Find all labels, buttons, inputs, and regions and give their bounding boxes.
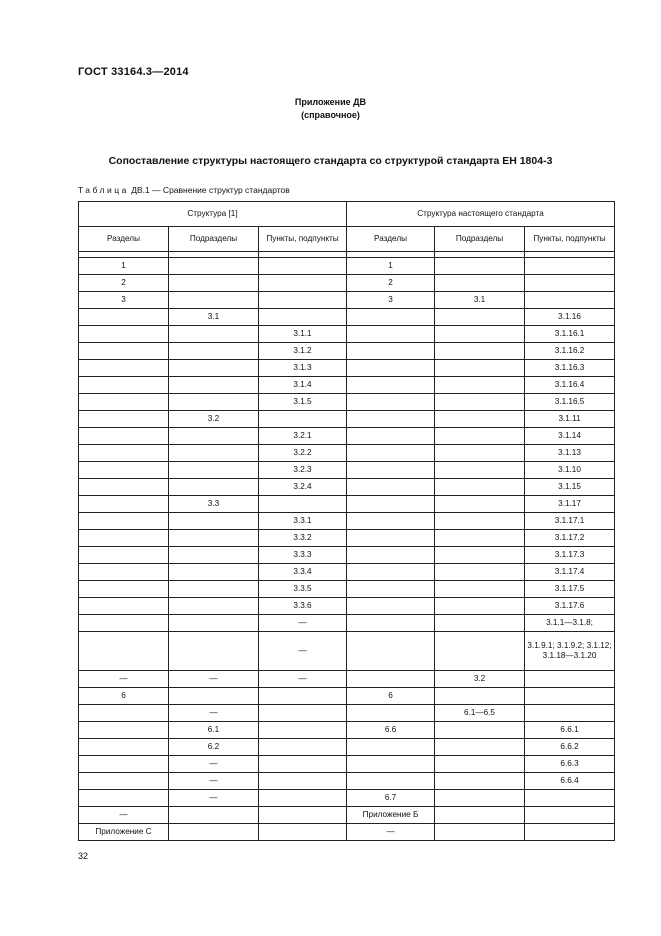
table-cell bbox=[79, 326, 169, 343]
column-header: Подразделы bbox=[435, 227, 525, 252]
comparison-table bbox=[78, 201, 615, 841]
table-cell: 6.2 bbox=[169, 739, 259, 756]
table-cell: 6.1 bbox=[169, 722, 259, 739]
table-row bbox=[79, 394, 615, 411]
table-cell: 3.1.16.4 bbox=[525, 377, 615, 394]
table-cell bbox=[169, 394, 259, 411]
table-row bbox=[79, 496, 615, 513]
table-cell bbox=[259, 790, 347, 807]
table-cell bbox=[435, 756, 525, 773]
table-cell bbox=[435, 739, 525, 756]
column-header-row bbox=[79, 227, 615, 252]
table-cell bbox=[169, 326, 259, 343]
table-cell: 3.1.15 bbox=[525, 479, 615, 496]
table-cell bbox=[435, 530, 525, 547]
table-cell bbox=[79, 343, 169, 360]
table-cell bbox=[79, 790, 169, 807]
table-cell bbox=[79, 428, 169, 445]
table-cell bbox=[525, 275, 615, 292]
table-cell bbox=[435, 807, 525, 824]
table-cell: — bbox=[169, 773, 259, 790]
table-cell bbox=[435, 360, 525, 377]
table-cell bbox=[79, 496, 169, 513]
table-row bbox=[79, 756, 615, 773]
table-cell: 3.2.2 bbox=[259, 445, 347, 462]
table-row bbox=[79, 598, 615, 615]
table-cell bbox=[435, 581, 525, 598]
table-row bbox=[79, 671, 615, 688]
table-cell bbox=[347, 547, 435, 564]
table-cell: — bbox=[259, 632, 347, 671]
table-cell bbox=[347, 377, 435, 394]
table-cell bbox=[347, 598, 435, 615]
table-cell bbox=[435, 547, 525, 564]
table-cell: 3 bbox=[79, 292, 169, 309]
table-row bbox=[79, 479, 615, 496]
table-row bbox=[79, 258, 615, 275]
table-cell: 3.1.13 bbox=[525, 445, 615, 462]
table-cell bbox=[259, 773, 347, 790]
table-cell bbox=[169, 581, 259, 598]
table-cell bbox=[525, 258, 615, 275]
table-row bbox=[79, 739, 615, 756]
table-cell: — bbox=[79, 807, 169, 824]
table-cell bbox=[169, 462, 259, 479]
table-cell bbox=[435, 377, 525, 394]
table-cell bbox=[347, 756, 435, 773]
table-cell bbox=[79, 547, 169, 564]
appendix-subtitle: (справочное) bbox=[301, 110, 360, 120]
table-cell bbox=[347, 615, 435, 632]
table-cell: 3.1.16 bbox=[525, 309, 615, 326]
table-cell bbox=[169, 547, 259, 564]
table-cell bbox=[525, 671, 615, 688]
table-cell bbox=[169, 479, 259, 496]
table-cell: 3.1.17.6 bbox=[525, 598, 615, 615]
table-cell: 6.1—6.5 bbox=[435, 705, 525, 722]
table-cell: 6 bbox=[79, 688, 169, 705]
table-cell: 1 bbox=[347, 258, 435, 275]
table-cell bbox=[435, 309, 525, 326]
table-cell bbox=[347, 530, 435, 547]
table-cell bbox=[169, 807, 259, 824]
table-cell: — bbox=[169, 756, 259, 773]
table-cell: 3.1.16.2 bbox=[525, 343, 615, 360]
table-cell: Приложение Б bbox=[347, 807, 435, 824]
table-cell bbox=[435, 513, 525, 530]
table-cell bbox=[79, 598, 169, 615]
table-cell bbox=[435, 326, 525, 343]
table-cell bbox=[79, 756, 169, 773]
table-row bbox=[79, 564, 615, 581]
table-cell: 3.1.11 bbox=[525, 411, 615, 428]
column-header: Подразделы bbox=[169, 227, 259, 252]
table-cell bbox=[169, 377, 259, 394]
table-cell: — bbox=[347, 824, 435, 841]
table-cell bbox=[435, 773, 525, 790]
table-cell bbox=[347, 496, 435, 513]
table-cell bbox=[435, 394, 525, 411]
table-cell bbox=[435, 564, 525, 581]
table-cell bbox=[169, 530, 259, 547]
table-cell: 3.1.1 bbox=[259, 326, 347, 343]
table-row bbox=[79, 773, 615, 790]
table-cell bbox=[435, 722, 525, 739]
table-row bbox=[79, 688, 615, 705]
table-cell: 3.3.1 bbox=[259, 513, 347, 530]
table-row bbox=[79, 411, 615, 428]
table-cell bbox=[169, 258, 259, 275]
table-cell: 3.3 bbox=[169, 496, 259, 513]
table-cell bbox=[347, 671, 435, 688]
table-cell bbox=[435, 258, 525, 275]
table-cell bbox=[169, 824, 259, 841]
table-cell bbox=[259, 496, 347, 513]
table-cell: — bbox=[79, 671, 169, 688]
table-cell: 3.2.3 bbox=[259, 462, 347, 479]
table-cell bbox=[169, 615, 259, 632]
group-header-row bbox=[79, 202, 615, 227]
table-cell: 3.1.16.5 bbox=[525, 394, 615, 411]
table-cell bbox=[435, 275, 525, 292]
table-cell: Приложение С bbox=[79, 824, 169, 841]
table-cell bbox=[347, 564, 435, 581]
table-caption bbox=[78, 185, 290, 195]
table-row bbox=[79, 632, 615, 671]
table-cell bbox=[525, 807, 615, 824]
table-cell bbox=[435, 462, 525, 479]
table-cell: — bbox=[259, 671, 347, 688]
table-cell bbox=[259, 722, 347, 739]
table-cell: 3.1.17.4 bbox=[525, 564, 615, 581]
table-cell: 3.2 bbox=[169, 411, 259, 428]
table-row bbox=[79, 807, 615, 824]
table-cell bbox=[435, 598, 525, 615]
table-cell bbox=[79, 722, 169, 739]
table-cell bbox=[435, 615, 525, 632]
table-cell bbox=[169, 445, 259, 462]
table-cell: 3.1.16.3 bbox=[525, 360, 615, 377]
table-cell: 3.1.17.3 bbox=[525, 547, 615, 564]
table-row bbox=[79, 275, 615, 292]
table-cell: 2 bbox=[79, 275, 169, 292]
table-cell: 3.1.4 bbox=[259, 377, 347, 394]
group-header-current: Структура настоящего стандарта bbox=[347, 202, 615, 227]
table-cell: 3.3.3 bbox=[259, 547, 347, 564]
table-cell bbox=[259, 275, 347, 292]
table-cell bbox=[79, 564, 169, 581]
table-cell bbox=[259, 309, 347, 326]
table-cell bbox=[259, 258, 347, 275]
table-cell: 3.2.1 bbox=[259, 428, 347, 445]
table-cell: 3.1.10 bbox=[525, 462, 615, 479]
table-cell: 3 bbox=[347, 292, 435, 309]
table-cell bbox=[79, 632, 169, 671]
table-cell bbox=[79, 513, 169, 530]
table-cell: 1 bbox=[79, 258, 169, 275]
table-cell bbox=[79, 581, 169, 598]
column-header: Пункты, подпункты bbox=[259, 227, 347, 252]
table-cell bbox=[435, 632, 525, 671]
table-row bbox=[79, 292, 615, 309]
table-cell bbox=[79, 530, 169, 547]
table-cell bbox=[347, 411, 435, 428]
document-code: ГОСТ 33164.3—2014 bbox=[78, 66, 189, 78]
appendix-title: Приложение ДВ bbox=[294, 97, 367, 107]
table-row bbox=[79, 615, 615, 632]
table-cell bbox=[259, 411, 347, 428]
table-cell bbox=[525, 292, 615, 309]
table-cell bbox=[79, 309, 169, 326]
table-cell bbox=[79, 773, 169, 790]
table-cell: 3.1 bbox=[435, 292, 525, 309]
table-row bbox=[79, 377, 615, 394]
table-cell: 3.3.4 bbox=[259, 564, 347, 581]
column-header: Пункты, подпункты bbox=[525, 227, 615, 252]
table-cell bbox=[79, 360, 169, 377]
table-cell: — bbox=[169, 790, 259, 807]
table-cell: 3.3.6 bbox=[259, 598, 347, 615]
table-cell bbox=[525, 705, 615, 722]
table-cell bbox=[169, 428, 259, 445]
table-cell: 3.1.2 bbox=[259, 343, 347, 360]
table-cell bbox=[347, 326, 435, 343]
table-cell: 6.6.2 bbox=[525, 739, 615, 756]
table-cell bbox=[169, 513, 259, 530]
table-cell bbox=[169, 598, 259, 615]
table-cell bbox=[525, 824, 615, 841]
table-cell bbox=[435, 496, 525, 513]
table-cell: 3.1.16.1 bbox=[525, 326, 615, 343]
table-row bbox=[79, 790, 615, 807]
table-cell: 3.1.14 bbox=[525, 428, 615, 445]
table-cell bbox=[525, 688, 615, 705]
table-cell bbox=[79, 705, 169, 722]
table-cell bbox=[169, 292, 259, 309]
table-cell bbox=[259, 292, 347, 309]
table-cell bbox=[259, 688, 347, 705]
page-number: 32 bbox=[78, 851, 89, 861]
table-cell bbox=[435, 343, 525, 360]
table-cell: 3.3.5 bbox=[259, 581, 347, 598]
table-cell bbox=[169, 688, 259, 705]
table-cell bbox=[79, 739, 169, 756]
table-cell: 3.1.17.5 bbox=[525, 581, 615, 598]
table-cell bbox=[347, 705, 435, 722]
document-title: Сопоставление структуры настоящего стандарта со структурой стандарта ЕН 1804-3 bbox=[108, 155, 553, 167]
table-cell bbox=[435, 824, 525, 841]
table-cell bbox=[347, 428, 435, 445]
table-cell: 3.1.9.1; 3.1.9.2; 3.1.12; 3.1.18—3.1.20 bbox=[525, 632, 615, 671]
table-cell: 6.6.1 bbox=[525, 722, 615, 739]
table-cell bbox=[259, 756, 347, 773]
table-cell bbox=[79, 479, 169, 496]
table-cell bbox=[79, 394, 169, 411]
table-cell: — bbox=[259, 615, 347, 632]
table-cell bbox=[525, 790, 615, 807]
table-cell bbox=[79, 377, 169, 394]
table-cell: 3.3.2 bbox=[259, 530, 347, 547]
table-cell bbox=[435, 411, 525, 428]
table-cell: 3.2 bbox=[435, 671, 525, 688]
table-cell: 3.1.17.2 bbox=[525, 530, 615, 547]
table-cell bbox=[79, 445, 169, 462]
table-row bbox=[79, 462, 615, 479]
table-cell bbox=[347, 394, 435, 411]
table-row bbox=[79, 309, 615, 326]
table-row bbox=[79, 530, 615, 547]
table-caption-text: ДВ.1 — Сравнение структур стандартов bbox=[128, 185, 290, 195]
column-header: Разделы bbox=[347, 227, 435, 252]
table-cell: 3.1.5 bbox=[259, 394, 347, 411]
table-cell bbox=[347, 462, 435, 479]
table-row bbox=[79, 445, 615, 462]
table-cell: — bbox=[169, 705, 259, 722]
table-cell: 2 bbox=[347, 275, 435, 292]
table-cell bbox=[435, 688, 525, 705]
table-row bbox=[79, 705, 615, 722]
table-cell: 6.6.3 bbox=[525, 756, 615, 773]
table-caption-prefix: Таблица bbox=[78, 185, 129, 195]
table-cell: 3.1.3 bbox=[259, 360, 347, 377]
table-cell bbox=[347, 739, 435, 756]
table-row bbox=[79, 326, 615, 343]
table-cell bbox=[79, 411, 169, 428]
table-cell bbox=[259, 705, 347, 722]
table-cell bbox=[259, 739, 347, 756]
table-cell bbox=[347, 632, 435, 671]
table-cell bbox=[347, 309, 435, 326]
column-header: Разделы bbox=[79, 227, 169, 252]
table-cell: 3.2.4 bbox=[259, 479, 347, 496]
table-row bbox=[79, 722, 615, 739]
table-row bbox=[79, 581, 615, 598]
table-row bbox=[79, 343, 615, 360]
table-cell: — bbox=[169, 671, 259, 688]
table-cell bbox=[79, 615, 169, 632]
table-cell bbox=[347, 343, 435, 360]
table-cell bbox=[169, 632, 259, 671]
table-cell bbox=[347, 360, 435, 377]
table-cell bbox=[347, 773, 435, 790]
table-cell bbox=[435, 445, 525, 462]
table-cell bbox=[347, 581, 435, 598]
table-row bbox=[79, 547, 615, 564]
table-cell bbox=[79, 462, 169, 479]
table-cell: 6.7 bbox=[347, 790, 435, 807]
table-row bbox=[79, 513, 615, 530]
table-cell: 6.6.4 bbox=[525, 773, 615, 790]
table-row bbox=[79, 360, 615, 377]
table-cell bbox=[259, 824, 347, 841]
table-cell bbox=[169, 564, 259, 581]
table-cell bbox=[259, 807, 347, 824]
table-cell: 3.1.1—3.1.8; bbox=[525, 615, 615, 632]
table-cell bbox=[169, 343, 259, 360]
table-cell: 3.1 bbox=[169, 309, 259, 326]
table-cell: 6 bbox=[347, 688, 435, 705]
table-cell: 3.1.17 bbox=[525, 496, 615, 513]
table-cell bbox=[435, 790, 525, 807]
table-cell: 3.1.17.1 bbox=[525, 513, 615, 530]
table-body bbox=[79, 252, 615, 841]
table-cell: 6.6 bbox=[347, 722, 435, 739]
group-header-source: Структура [1] bbox=[79, 202, 347, 227]
table-cell bbox=[347, 479, 435, 496]
table-row bbox=[79, 428, 615, 445]
table-cell bbox=[435, 428, 525, 445]
table-row bbox=[79, 824, 615, 841]
table-cell bbox=[347, 445, 435, 462]
table-cell bbox=[435, 479, 525, 496]
table-cell bbox=[169, 360, 259, 377]
table-cell bbox=[347, 513, 435, 530]
table-cell bbox=[169, 275, 259, 292]
